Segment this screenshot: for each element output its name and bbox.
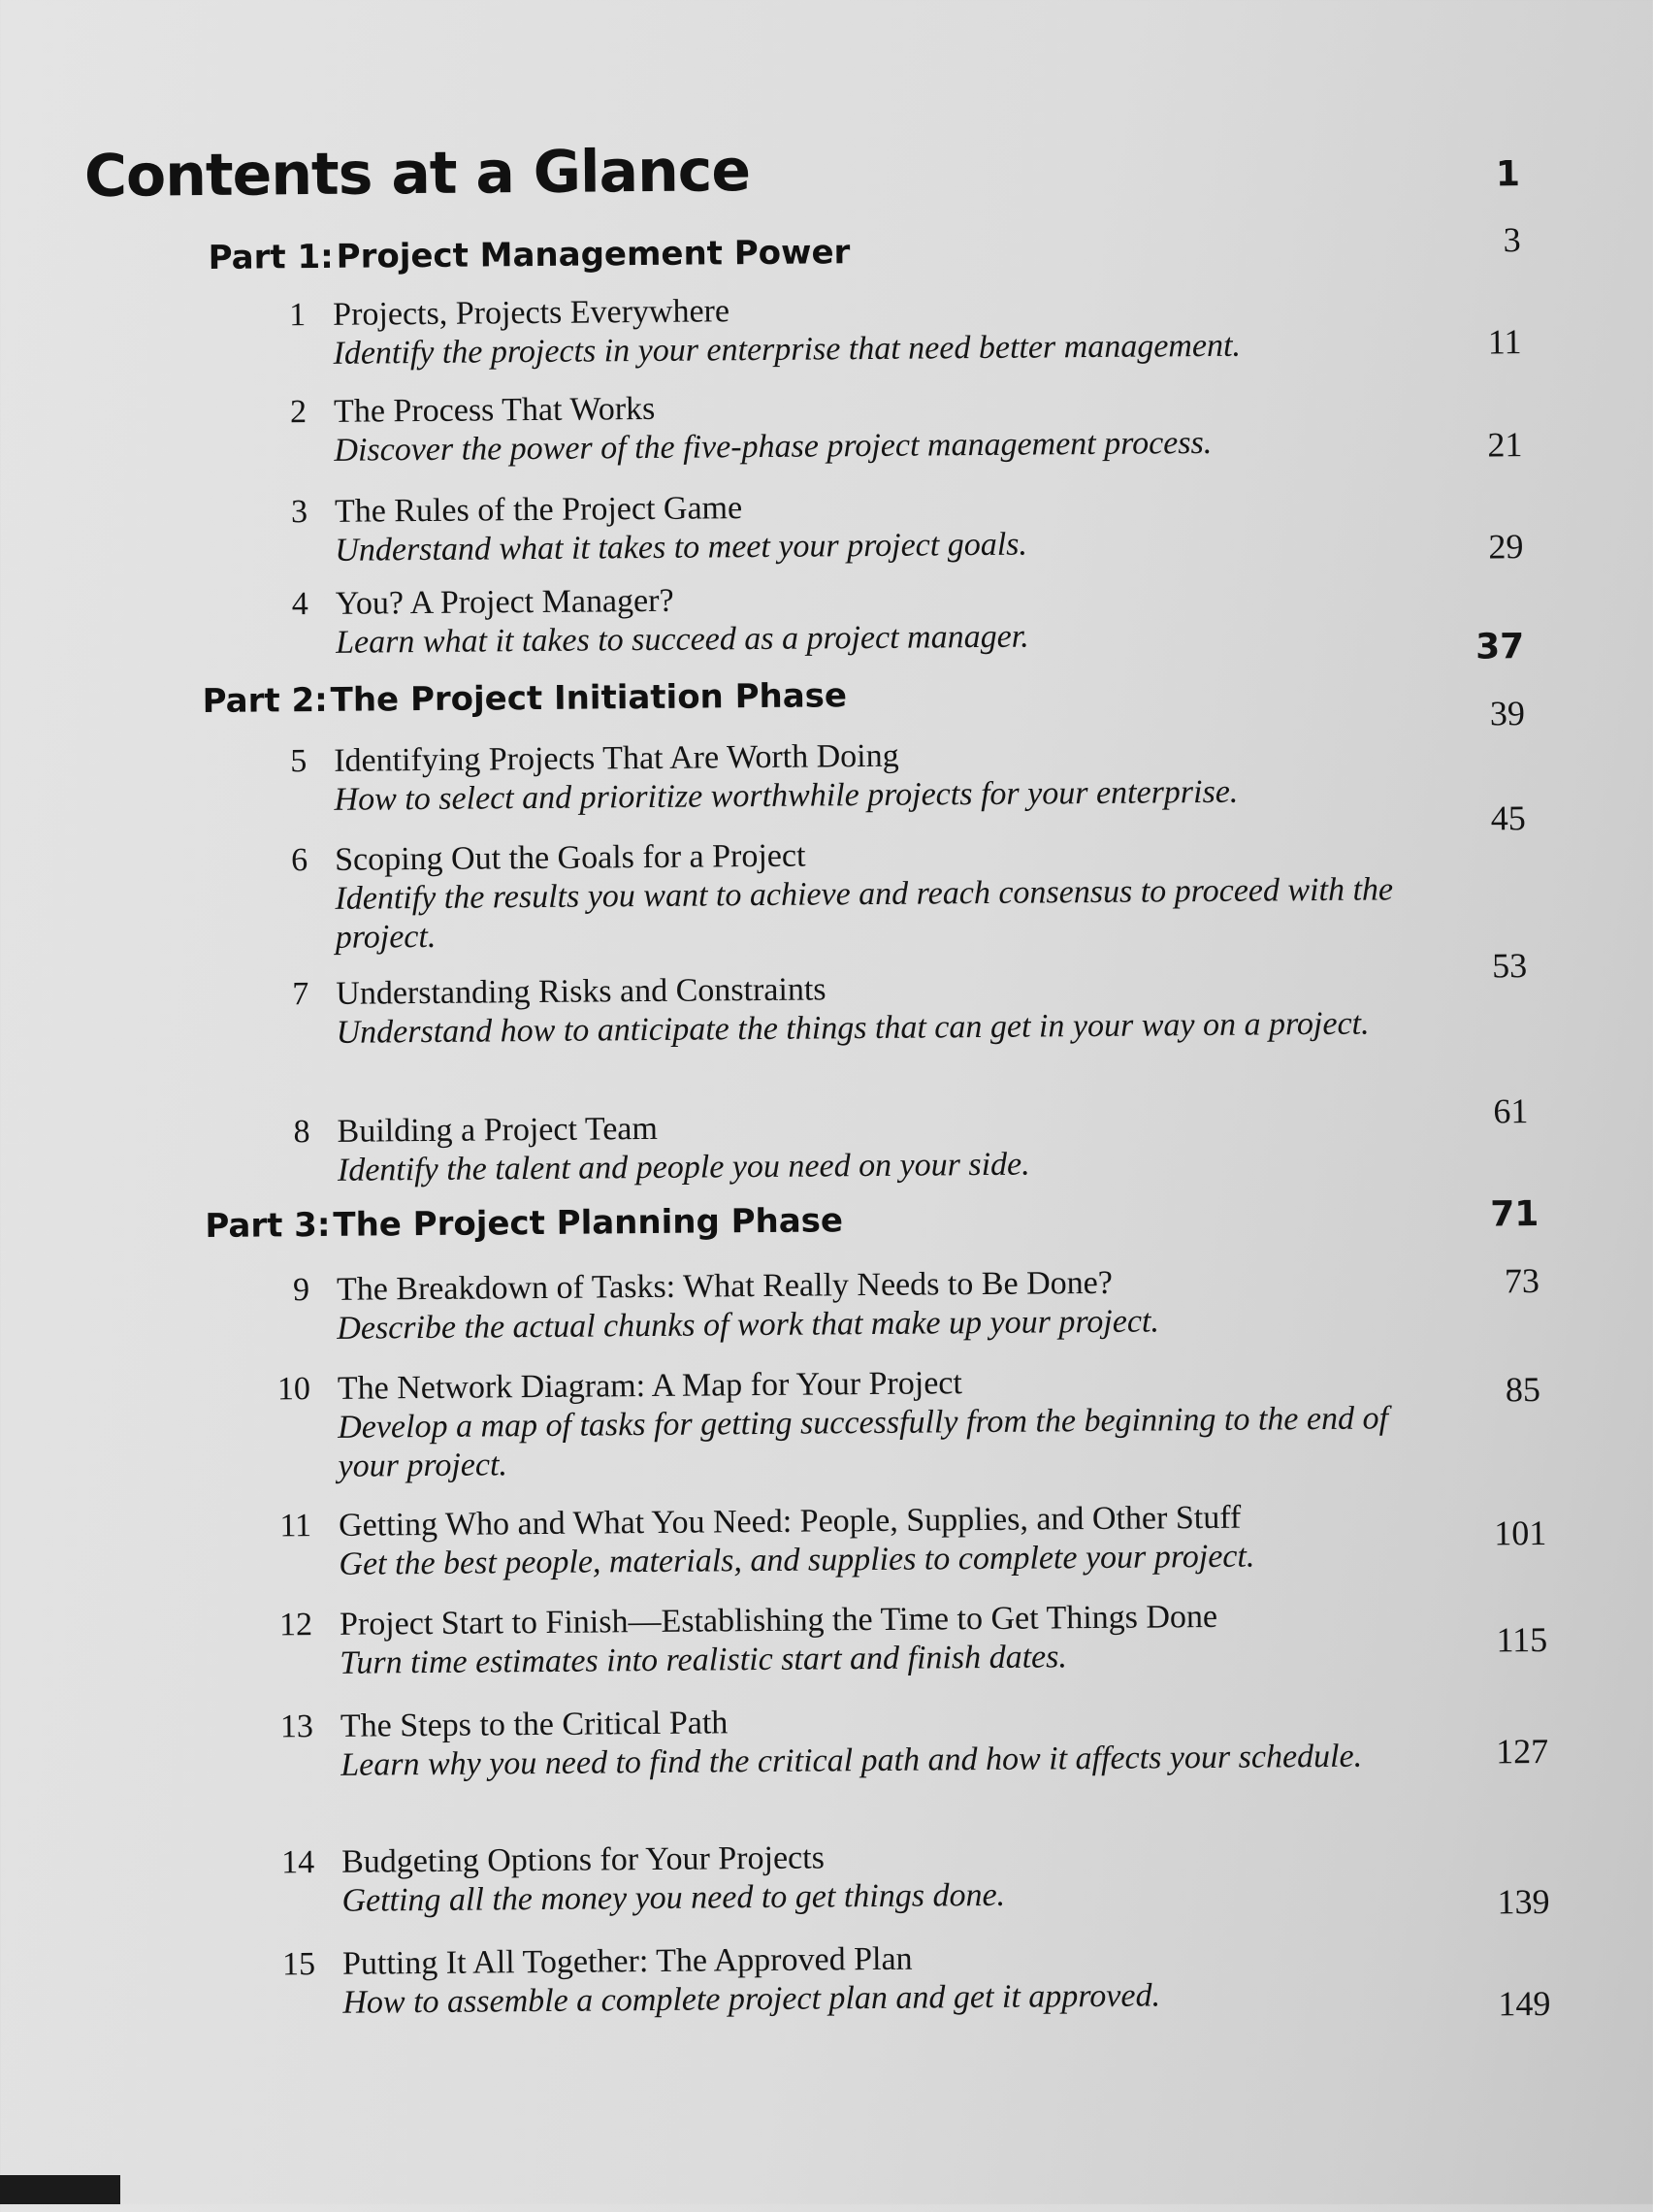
chapter-title: Project Start to Finish—Establishing the Time to Get Things Done <box>339 1598 1218 1643</box>
chapter-page-number: 21 <box>1487 425 1523 465</box>
chapter-title: Getting Who and What You Need: People, Supplies, and Other Stuff <box>338 1499 1242 1544</box>
chapter-number: 5 <box>290 743 308 780</box>
chapter-number: 2 <box>289 394 308 431</box>
chapter-number: 10 <box>276 1371 311 1408</box>
chapter-entry <box>281 1936 1469 2023</box>
chapter-title: The Breakdown of Tasks: What Really Needs to Be Done? <box>336 1264 1114 1308</box>
chapter-description: Learn why you need to find the critical path and how it affects your schedule. <box>340 1738 1363 1783</box>
chapter-number: 12 <box>278 1607 313 1643</box>
watermark-logo <box>0 2175 120 2204</box>
chapter-entry <box>279 1497 1465 1584</box>
chapter-description: Describe the actual chunks of work that make up your project. <box>337 1303 1160 1347</box>
chapter-title: Budgeting Options for Your Projects <box>340 1839 826 1880</box>
part-label: Part 1: <box>208 237 334 277</box>
chapter-description: Getting all the money you need to get things done. <box>341 1876 1006 1919</box>
chapter-number: 8 <box>293 1114 310 1151</box>
part-name: The Project Initiation Phase <box>330 676 848 720</box>
chapter-number: 4 <box>291 586 308 623</box>
chapter-description: Learn what it takes to succeed as a project manager. <box>335 618 1029 661</box>
chapter-page-number: 29 <box>1488 527 1524 567</box>
chapter-page-number: 61 <box>1493 1091 1529 1131</box>
chapter-entry <box>292 1261 1453 1349</box>
chapter-page-number: 11 <box>1487 322 1522 362</box>
chapter-page-number: 149 <box>1498 1983 1551 2024</box>
part-page-number: 1 <box>1495 154 1521 195</box>
chapter-entry <box>289 383 1402 471</box>
chapter-page-number: 127 <box>1496 1731 1549 1772</box>
chapter-description: Discover the power of the five-phase project management process. <box>334 424 1213 469</box>
chapter-description: How to select and prioritize worthwhile projects for your enterprise. <box>334 773 1239 818</box>
part-name: Project Management Power <box>336 233 851 276</box>
part-name: The Project Planning Phase <box>333 1201 844 1245</box>
chapter-description: Understand how to anticipate the things that can get in your way on a project. <box>336 1005 1370 1051</box>
part-heading <box>205 1201 843 1246</box>
chapter-page-number: 3 <box>1503 220 1521 260</box>
chapter-description: Turn time estimates into realistic start and finish dates. <box>340 1639 1068 1681</box>
chapter-title: Projects, Projects Everywhere <box>333 293 730 333</box>
chapter-title: The Process That Works <box>333 390 656 430</box>
chapter-description: Identify the talent and people you need on your side. <box>337 1146 1030 1188</box>
chapter-page-number: 53 <box>1491 946 1528 986</box>
part-label: Part 3: <box>205 1205 331 1247</box>
chapter-title: The Rules of the Project Game <box>334 490 743 530</box>
chapter-title: Scoping Out the Goals for a Project <box>334 837 806 878</box>
chapter-number: 7 <box>292 976 309 1013</box>
page-title: Contents at a Glance <box>83 137 751 211</box>
chapter-entry <box>290 831 1422 958</box>
chapter-page-number: 101 <box>1494 1513 1547 1553</box>
part-heading <box>203 676 848 721</box>
chapter-page-number: 39 <box>1489 694 1526 733</box>
chapter-page-number: 73 <box>1504 1261 1540 1301</box>
chapter-number: 3 <box>290 494 308 531</box>
chapter-description: How to assemble a complete project plan and get it approved. <box>342 1977 1161 2021</box>
chapter-number: 15 <box>281 1946 316 1983</box>
chapter-description: Identify the projects in your enterprise that need better management. <box>333 327 1242 372</box>
chapter-number: 1 <box>289 297 307 334</box>
chapter-entry <box>292 965 1423 1053</box>
chapter-entry <box>276 1360 1454 1486</box>
chapter-title: Understanding Risks and Constraints <box>336 971 826 1012</box>
chapter-number: 9 <box>292 1272 310 1309</box>
chapter-number: 6 <box>290 842 308 879</box>
part-page-number: 37 <box>1475 627 1525 667</box>
chapter-description: Develop a map of tasks for getting successfully from the beginning to the end of your project. <box>338 1400 1389 1484</box>
chapter-entry <box>290 483 1403 570</box>
chapter-description: Identify the results you want to achieve and reach consensus to proceed with the project. <box>335 871 1394 956</box>
chapter-description: Get the best people, materials, and supplies to complete your project. <box>339 1538 1255 1582</box>
chapter-title: You? A Project Manager? <box>335 582 674 622</box>
chapter-title: Putting It All Together: The Approved Plan <box>341 1940 913 1982</box>
part-page-number: 71 <box>1490 1194 1540 1235</box>
chapter-entry <box>279 1698 1467 1785</box>
chapter-number: 11 <box>279 1508 312 1545</box>
chapter-description: Understand what it takes to meet your project goals. <box>335 526 1028 569</box>
chapter-title: Building a Project Team <box>337 1110 659 1150</box>
part-heading <box>209 233 851 277</box>
chapter-title: The Steps to the Critical Path <box>340 1705 729 1744</box>
chapter-entry <box>290 732 1402 820</box>
chapter-page-number: 115 <box>1496 1619 1548 1660</box>
chapter-entry <box>289 286 1401 374</box>
chapter-entry <box>278 1596 1466 1683</box>
chapter-page-number: 85 <box>1505 1370 1541 1410</box>
chapter-title: Identifying Projects That Are Worth Doing <box>334 737 899 779</box>
part-label: Part 2: <box>202 680 328 722</box>
chapter-number: 14 <box>280 1844 315 1881</box>
chapter-page-number: 45 <box>1490 798 1526 838</box>
chapter-title: The Network Diagram: A Map for Your Project <box>337 1365 963 1407</box>
chapter-entry <box>280 1834 1468 1921</box>
chapter-number: 13 <box>279 1708 314 1745</box>
chapter-entry <box>293 1103 1405 1190</box>
chapter-entry <box>291 575 1404 663</box>
chapter-page-number: 139 <box>1497 1881 1550 1922</box>
